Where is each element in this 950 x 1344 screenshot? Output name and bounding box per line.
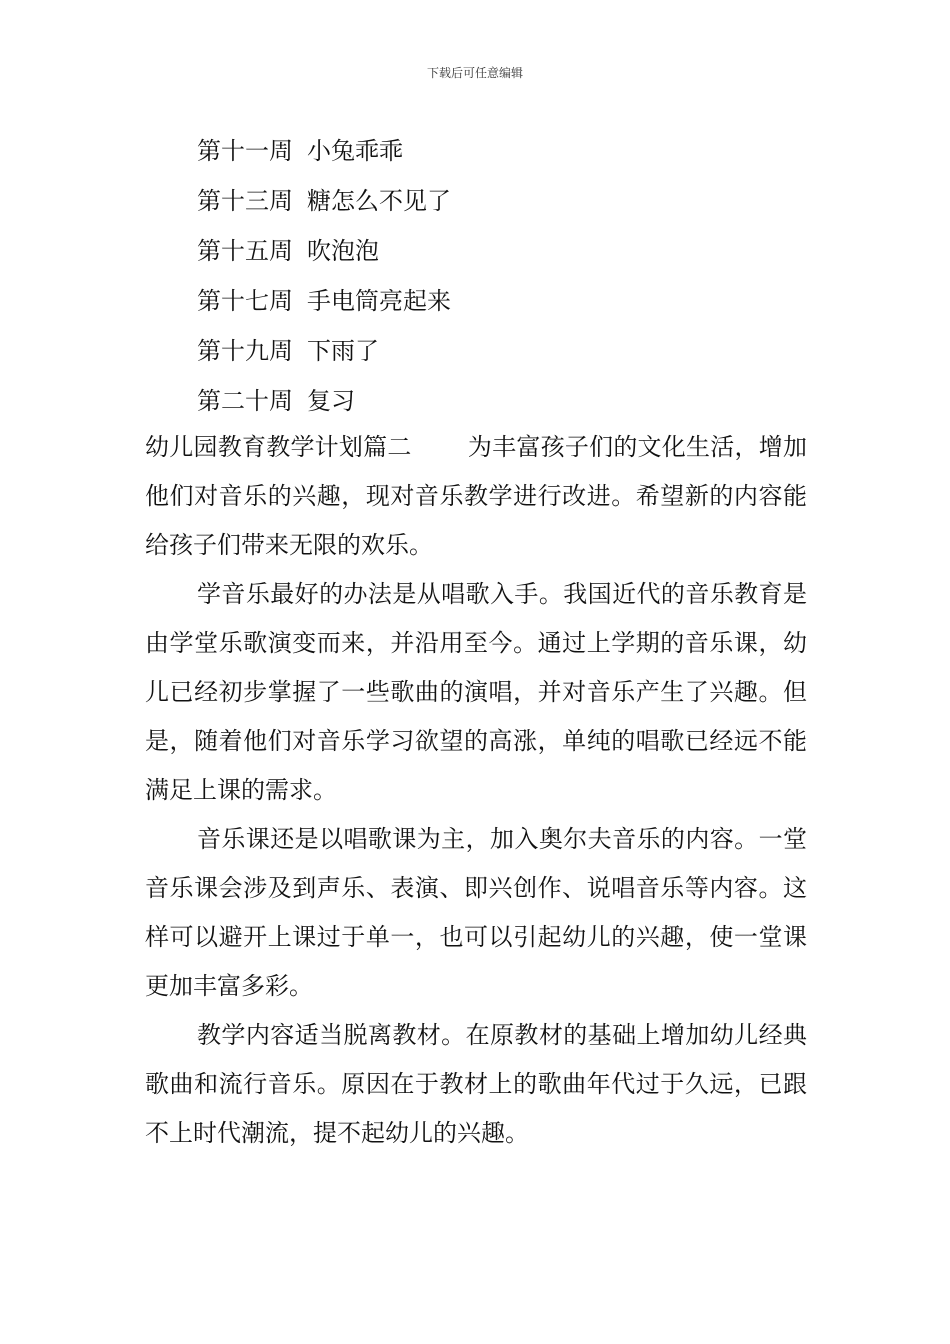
week-topic: 糖怎么不见了 <box>307 187 451 215</box>
schedule-row <box>197 176 857 226</box>
week-schedule-list <box>197 126 857 426</box>
body-paragraph: 教学内容适当脱离教材。在原教材的基础上增加幼儿经典歌曲和流行音乐。原因在于教材上的歌曲年代过于久远，已跟不上时代潮流，提不起幼儿的兴趣。 <box>145 1021 807 1147</box>
week-topic: 吹泡泡 <box>307 237 379 265</box>
schedule-row <box>197 376 857 426</box>
schedule-row <box>197 226 857 276</box>
document-body <box>145 423 807 1158</box>
week-topic: 小兔乖乖 <box>307 137 403 165</box>
week-label: 第十九周 <box>197 337 293 365</box>
page-header: 下载后可任意编辑 <box>426 66 523 80</box>
week-label: 第十七周 <box>197 287 293 315</box>
section-title: 幼儿园教育教学计划篇二 <box>145 433 412 461</box>
section-intro-paragraph <box>145 423 807 570</box>
week-topic: 下雨了 <box>307 337 379 365</box>
schedule-row <box>197 276 857 326</box>
body-paragraph: 音乐课还是以唱歌课为主，加入奥尔夫音乐的内容。一堂音乐课会涉及到声乐、表演、即兴创作、说唱音乐等内容。这样可以避开上课过于单一，也可以引起幼儿的兴趣，使一堂课更加丰富多彩。 <box>145 825 807 1000</box>
week-label: 第二十周 <box>197 387 293 415</box>
week-topic: 复习 <box>307 387 355 415</box>
body-paragraph: 学音乐最好的办法是从唱歌入手。我国近代的音乐教育是由学堂乐歌演变而来，并沿用至今。通过上学期的音乐课，幼儿已经初步掌握了一些歌曲的演唱，并对音乐产生了兴趣。但是，随着他们对音乐学习欲望的高涨，单纯的唱歌已经远不能满足上课的需求。 <box>145 580 807 804</box>
schedule-row <box>197 326 857 376</box>
week-label: 第十一周 <box>197 137 293 165</box>
week-topic: 手电筒亮起来 <box>307 287 451 315</box>
section-intro-text: 为丰富孩子们的文化生活，增加他们对音乐的兴趣，现对音乐教学进行改进。希望新的内容能给孩子们带来无限的欢乐。 <box>145 433 807 559</box>
week-label: 第十五周 <box>197 237 293 265</box>
week-label: 第十三周 <box>197 187 293 215</box>
schedule-row <box>197 126 857 176</box>
